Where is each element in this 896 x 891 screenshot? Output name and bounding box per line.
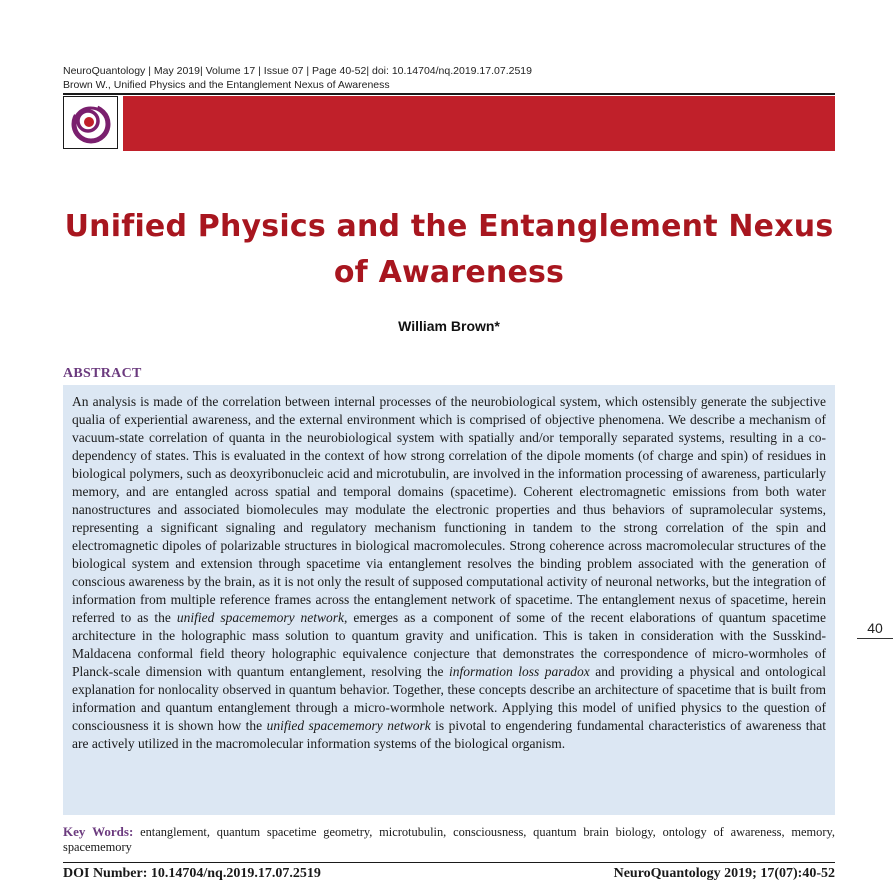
header-rule	[63, 93, 835, 95]
abstract-part: , emerges as a component of some of the recent elaborations of quantum spacetime architecture in the holographic mass solution to quantum gravity and unification. This is taken in consideration with the Susskind-Maldacena conformal field theory holographic equivalence conjecture that demonstrates the correspondence of micro-wormholes of Planck-scale dimension with quantum entanglement, resolving the	[72, 609, 826, 679]
abstract-part: and providing a physical and ontological explanation for nonlocality observed in quantum behavior. Together, these concepts describe an architecture of spacetime that is built from information and quantum entanglement through a micro-wormhole network. Applying this model of unified physics to the question of consciousness it is shown how the	[72, 663, 827, 733]
keywords-text: entanglement, quantum spacetime geometry, microtubulin, consciousness, quantum brain biology, ontology of awareness, memory, spacememory	[63, 825, 835, 854]
header-banner	[123, 96, 835, 151]
article-title: Unified Physics and the Entanglement Nexus of Awareness	[64, 209, 834, 290]
journal-logo-icon	[68, 100, 114, 146]
abstract-text	[72, 393, 826, 753]
footer-journal: NeuroQuantology 2019; 17(07):40-52	[613, 866, 835, 881]
abstract-box	[63, 385, 835, 815]
abstract-heading: ABSTRACT	[63, 366, 142, 381]
page-number: 40	[857, 620, 893, 639]
abstract-emphasis: unified spacememory network	[266, 717, 431, 733]
footer-doi: DOI Number: 10.14704/nq.2019.17.07.2519	[63, 866, 321, 881]
keywords-label: Key Words:	[63, 824, 134, 839]
abstract-emphasis: unified spacememory network	[176, 609, 345, 625]
author-name: William Brown*	[398, 318, 500, 334]
citation-line: NeuroQuantology | May 2019| Volume 17 | Issue 07 | Page 40-52| doi: 10.14704/nq.2019.17.07.2519	[63, 65, 532, 77]
abstract-part: is pivotal to engendering fundamental characteristics of awareness that are actively utilized in the macromolecular information systems of the biological organism.	[72, 717, 827, 751]
journal-logo	[63, 96, 118, 149]
abstract-emphasis: information loss paradox	[449, 663, 590, 679]
running-title: Brown W., Unified Physics and the Entanglement Nexus of Awareness	[63, 79, 390, 91]
footer-rule	[63, 862, 835, 863]
keywords	[63, 824, 835, 855]
abstract-part: An analysis is made of the correlation between internal processes of the neurobiological system, which ostensibly generate the subjective qualia of experiential awareness, and the external environment which is comprised of objective phenomena. We describe a mechanism of vacuum-state correlation of quanta in the neurobiological system with spatially and/or temporally separated systems, resulting in a co-dependency of states. This is evaluated in the context of how strong correlation of the dipole moments (of charge and spin) of residues in biological polymers, such as deoxyribonucleic acid and microtubulin, are involved in the information processing of awareness, particularly memory, and are entangled across spatial and temporal domains (spacetime). Coherent electromagnetic emissions from both water nanostructures and associated biomolecules may modulate the electronic properties and thus behaviors of supramolecular systems, representing a significant signaling and regulatory mechanism functioning in tandem to the strong correlation of the spin and electromagnetic dipoles of polarizable structures in biological macromolecules. Strong coherence across macromolecular structures of the biological system and extension through spacetime via entanglement resolves the binding problem associated with the generation of conscious awareness by the brain, as it is not only the result of supposed computational activity of neuronal networks, but the integration of information from multiple reference frames across the entanglement network of spacetime. The entanglement nexus of spacetime, herein referred to as the	[72, 394, 826, 625]
